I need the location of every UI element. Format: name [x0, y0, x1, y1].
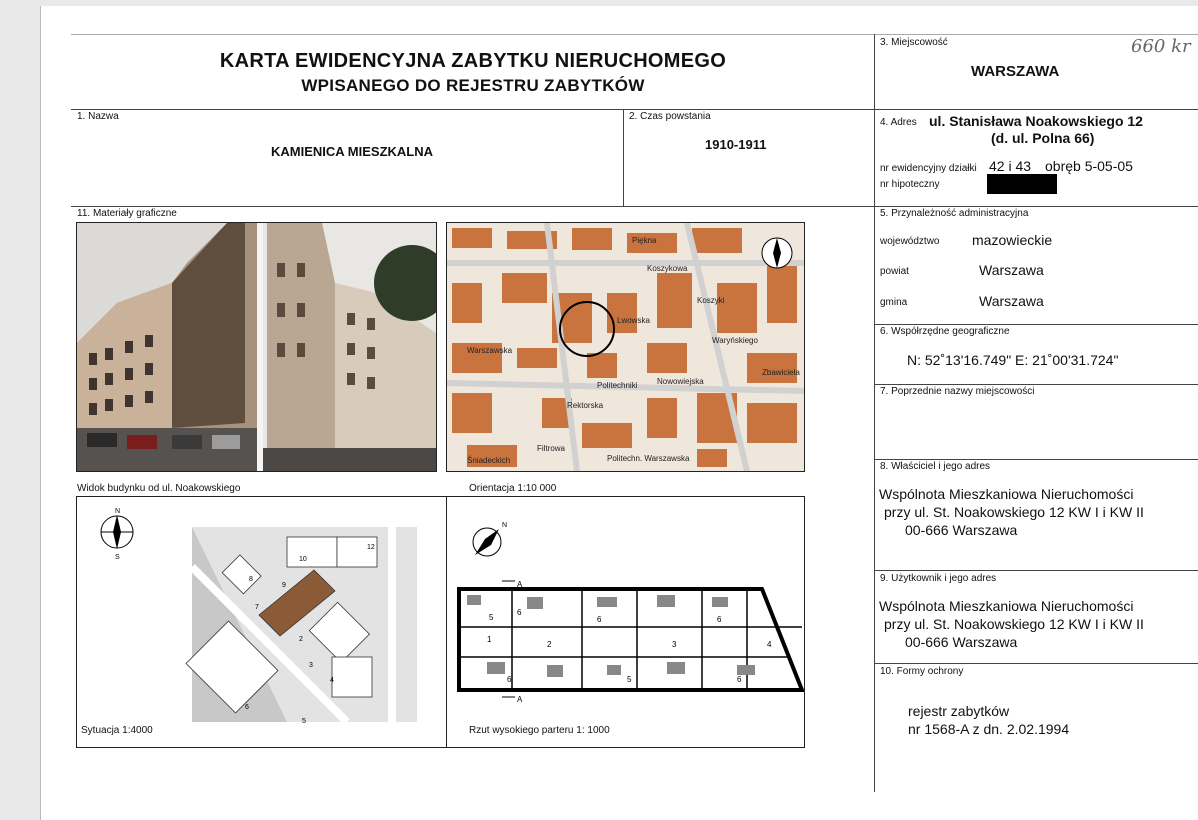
svg-text:Waryńskiego: Waryńskiego [712, 336, 758, 345]
dzialka-value: 42 i 43 [989, 158, 1032, 174]
powiat-label: powiat [880, 266, 909, 277]
uzytkownik-line3: 00-666 Warszawa [905, 634, 1018, 650]
situation-number: 7 [255, 604, 259, 611]
card-title: KARTA EWIDENCYJNA ZABYTKU NIERUCHOMEGO [219, 50, 727, 72]
row-divider-1 [71, 109, 1198, 110]
uzytkownik-line1: Wspólnota Mieszkaniowa Nieruchomości [879, 598, 1134, 614]
situation-number: 3 [309, 662, 313, 669]
wlasciciel-line2: przy ul. St. Noakowskiego 12 KW I i KW II [884, 504, 1144, 520]
miejscowosc-value: WARSZAWA [971, 63, 1060, 80]
svg-text:Lwowska: Lwowska [617, 316, 650, 325]
map-caption: Orientacja 1:10 000 [469, 483, 557, 494]
situation-number: 12 [367, 544, 375, 551]
svg-text:Warszawska: Warszawska [467, 346, 513, 355]
top-rule [71, 34, 1198, 35]
plan-number: 5 [627, 675, 632, 684]
situation-number: 10 [299, 556, 307, 563]
orientation-map-drawing [447, 223, 804, 471]
uzytkownik-label: 9. Użytkownik i jego adres [880, 573, 997, 584]
floor-plan [446, 496, 805, 748]
plan-number: 5 [489, 613, 494, 622]
svg-text:Koszykowa: Koszykowa [647, 264, 688, 273]
plan-number: 3 [672, 640, 677, 649]
plan-number: 6 [597, 615, 602, 624]
situation-caption: Sytuacja 1:4000 [81, 725, 153, 736]
row-divider-r3 [874, 459, 1198, 460]
svg-text:Politechniki: Politechniki [597, 381, 638, 390]
formy-label: 10. Formy ochrony [880, 666, 964, 677]
svg-text:S: S [115, 554, 120, 561]
nazwa-value: KAMIENICA MIESZKALNA [271, 144, 434, 159]
row-divider-r4 [874, 570, 1198, 571]
wlasciciel-line1: Wspólnota Mieszkaniowa Nieruchomości [879, 486, 1134, 502]
wojewodztwo-value: mazowieckie [972, 232, 1053, 248]
miejscowosc-label: 3. Miejscowość [880, 37, 948, 48]
svg-text:Zbawiciela: Zbawiciela [762, 368, 800, 377]
plan-number: 6 [507, 675, 512, 684]
svg-text:Śniadeckich: Śniadeckich [467, 456, 511, 465]
poprzednie-label: 7. Poprzednie nazwy miejscowości [880, 386, 1035, 397]
situation-number: 6 [245, 704, 249, 711]
svg-text:Piękna: Piękna [632, 236, 657, 245]
building-photos-drawing [77, 223, 436, 471]
row-divider-2 [71, 206, 1198, 207]
building-photos [76, 222, 437, 472]
svg-text:N: N [502, 522, 508, 529]
czas-value: 1910-1911 [705, 137, 767, 152]
svg-text:Koszyki: Koszyki [697, 296, 725, 305]
wlasciciel-label: 8. Właściciel i jego adres [880, 461, 991, 472]
plan-number: 6 [737, 675, 742, 684]
formy-line1: rejestr zabytków [908, 703, 1010, 719]
adres-line1: ul. Stanisława Noakowskiego 12 [929, 113, 1143, 129]
svg-text:Nowowiejska: Nowowiejska [657, 377, 704, 386]
name-date-divider [623, 109, 624, 206]
plan-caption: Rzut wysokiego parteru 1: 1000 [469, 725, 610, 736]
plan-number: 1 [487, 635, 492, 644]
nazwa-label: 1. Nazwa [77, 111, 119, 122]
wspolrzedne-value: N: 52˚13'16.749" E: 21˚00'31.724" [907, 352, 1119, 368]
situation-plan-drawing [77, 497, 446, 747]
gmina-value: Warszawa [979, 293, 1044, 309]
svg-text:Filtrowa: Filtrowa [537, 444, 566, 453]
gmina-label: gmina [880, 297, 908, 308]
powiat-value: Warszawa [979, 262, 1044, 278]
svg-text:Politechn. Warszawska: Politechn. Warszawska [607, 454, 690, 463]
formy-line2: nr 1568-A z dn. 2.02.1994 [908, 721, 1070, 737]
row-divider-r1 [874, 324, 1198, 325]
plan-number: 2 [547, 640, 552, 649]
card-subtitle: WPISANEGO DO REJESTRU ZABYTKÓW [301, 76, 645, 95]
handwritten-note: 660 kr [1131, 36, 1191, 57]
plan-section-mark: A [517, 695, 523, 704]
graphics-label: 11. Materiały graficzne [77, 208, 177, 219]
photo-caption: Widok budynku od ul. Noakowskiego [77, 483, 241, 494]
hipoteczny-label: nr hipoteczny [880, 179, 940, 190]
record-card [40, 6, 1198, 820]
wspolrzedne-label: 6. Współrzędne geograficzne [880, 326, 1010, 337]
orientation-map [446, 222, 805, 472]
plan-section-mark: A [517, 580, 523, 589]
plan-number: 6 [517, 608, 522, 617]
przynaleznosc-label: 5. Przynależność administracyjna [880, 208, 1029, 219]
adres-line2: (d. ul. Polna 66) [991, 130, 1095, 146]
plan-number: 6 [717, 615, 722, 624]
situation-number: 4 [330, 677, 334, 684]
svg-text:N: N [115, 508, 121, 515]
row-divider-r2 [874, 384, 1198, 385]
floor-plan-drawing [447, 497, 804, 747]
dzialka-label: nr ewidencyjny działki [880, 163, 977, 174]
situation-number: 9 [282, 582, 286, 589]
adres-label: 4. Adres [880, 117, 917, 128]
situation-number: 5 [302, 718, 306, 725]
czas-label: 2. Czas powstania [629, 111, 711, 122]
right-column-divider [874, 34, 875, 792]
svg-text:Rektorska: Rektorska [567, 401, 604, 410]
situation-number: 8 [249, 576, 253, 583]
wojewodztwo-label: województwo [880, 236, 940, 247]
redacted-block [987, 174, 1057, 194]
plan-number: 4 [767, 640, 772, 649]
situation-plan [76, 496, 447, 748]
uzytkownik-line2: przy ul. St. Noakowskiego 12 KW I i KW II [884, 616, 1144, 632]
situation-number: 2 [299, 636, 303, 643]
row-divider-r5 [874, 663, 1198, 664]
obreb-value: obręb 5-05-05 [1045, 158, 1133, 174]
wlasciciel-line3: 00-666 Warszawa [905, 522, 1018, 538]
